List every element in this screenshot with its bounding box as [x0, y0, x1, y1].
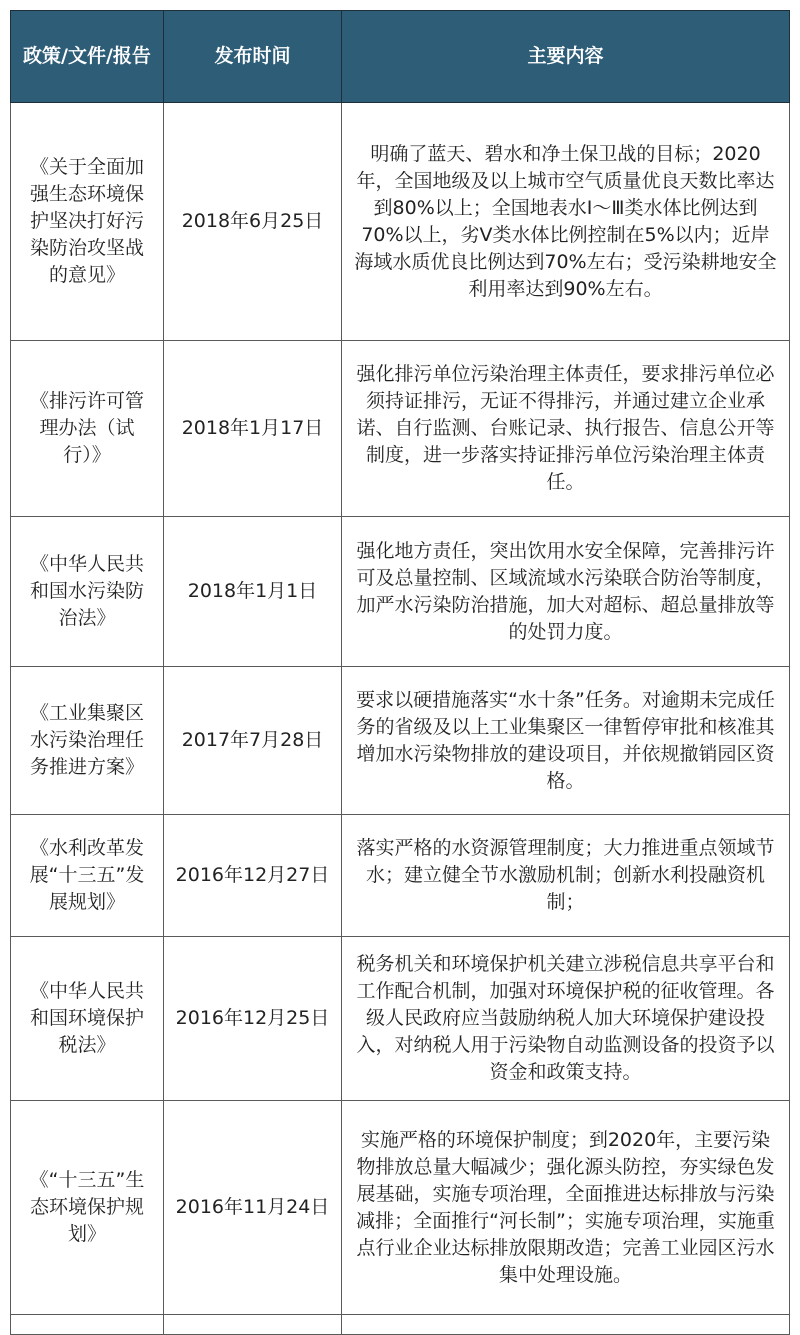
main-content: 强化排污单位污染治理主体责任，要求排污单位必须持证排污，无证不得排污，并通过建立企业承诺、自行监测、台账记录、执行报告、信息公开等制度，进一步落实持证排污单位污染治理主体责任。 [342, 341, 790, 517]
main-content: 实施严格的环境保护制度；到2020年，主要污染物排放总量大幅减少；强化源头防控，夯实绿色发展基础，实施专项治理，全面推进达标排放与污染减排；全面推行“河长制”；实施专项治理，实施重点行业企业达标排放限期改造；完善工业园区污水集中处理设施。 [342, 1101, 790, 1315]
main-content: 明确了蓝天、碧水和净土保卫战的目标；2020年，全国地级及以上城市空气质量优良天数比率达到80%以上；全国地表水Ⅰ～Ⅲ类水体比例达到70%以上，劣Ⅴ类水体比例控制在5%以内；近岸海域水质优良比例达到70%左右；受污染耕地安全利用率达到90%左右。 [342, 103, 790, 341]
table-row [11, 517, 790, 667]
table-body [11, 103, 790, 1335]
release-date: 2016年12月27日 [164, 815, 342, 937]
table-row [11, 667, 790, 815]
table-row [11, 937, 790, 1101]
policy-table-container [10, 10, 789, 1335]
table-row [11, 341, 790, 517]
table-row [11, 1101, 790, 1315]
release-date: 2016年11月24日 [164, 1101, 342, 1315]
table-header [11, 11, 790, 103]
release-date: 2018年6月25日 [164, 103, 342, 341]
policy-name: 《排污许可管理办法（试行）》 [11, 341, 164, 517]
policy-name: 《中华人民共和国环境保护税法》 [11, 937, 164, 1101]
release-date: 2017年7月28日 [164, 667, 342, 815]
policy-table [10, 10, 790, 1335]
release-date: 2016年12月25日 [164, 937, 342, 1101]
policy-name: 《“十三五”生态环境保护规划》 [11, 1101, 164, 1315]
header-row [11, 11, 790, 103]
main-content: 落实严格的水资源管理制度；大力推进重点领域节水；建立健全节水激励机制；创新水利投融资机制； [342, 815, 790, 937]
policy-name: 《关于全面加强生态环境保护坚决打好污染防治攻坚战的意见》 [11, 103, 164, 341]
header-date: 发布时间 [164, 11, 342, 103]
header-policy: 政策/文件/报告 [11, 11, 164, 103]
main-content: 强化地方责任，突出饮用水安全保障，完善排污许可及总量控制、区域流域水污染联合防治等制度，加严水污染防治措施，加大对超标、超总量排放等的处罚力度。 [342, 517, 790, 667]
main-content: 要求以硬措施落实“水十条”任务。对逾期未完成任务的省级及以上工业集聚区一律暂停审批和核准其增加水污染物排放的建设项目，并依规撤销园区资格。 [342, 667, 790, 815]
release-date: 2018年1月1日 [164, 517, 342, 667]
policy-name: 《工业集聚区水污染治理任务推进方案》 [11, 667, 164, 815]
release-date: 2018年1月17日 [164, 341, 342, 517]
table-row [11, 815, 790, 937]
main-content: 税务机关和环境保护机关建立涉税信息共享平台和工作配合机制，加强对环境保护税的征收管理。各级人民政府应当鼓励纳税人加大环境保护建设投入，对纳税人用于污染物自动监测设备的投资予以资金和政策支持。 [342, 937, 790, 1101]
policy-name: 《水利改革发展“十三五”发展规划》 [11, 815, 164, 937]
table-row [11, 103, 790, 341]
header-content: 主要内容 [342, 11, 790, 103]
policy-name: 《中华人民共和国水污染防治法》 [11, 517, 164, 667]
